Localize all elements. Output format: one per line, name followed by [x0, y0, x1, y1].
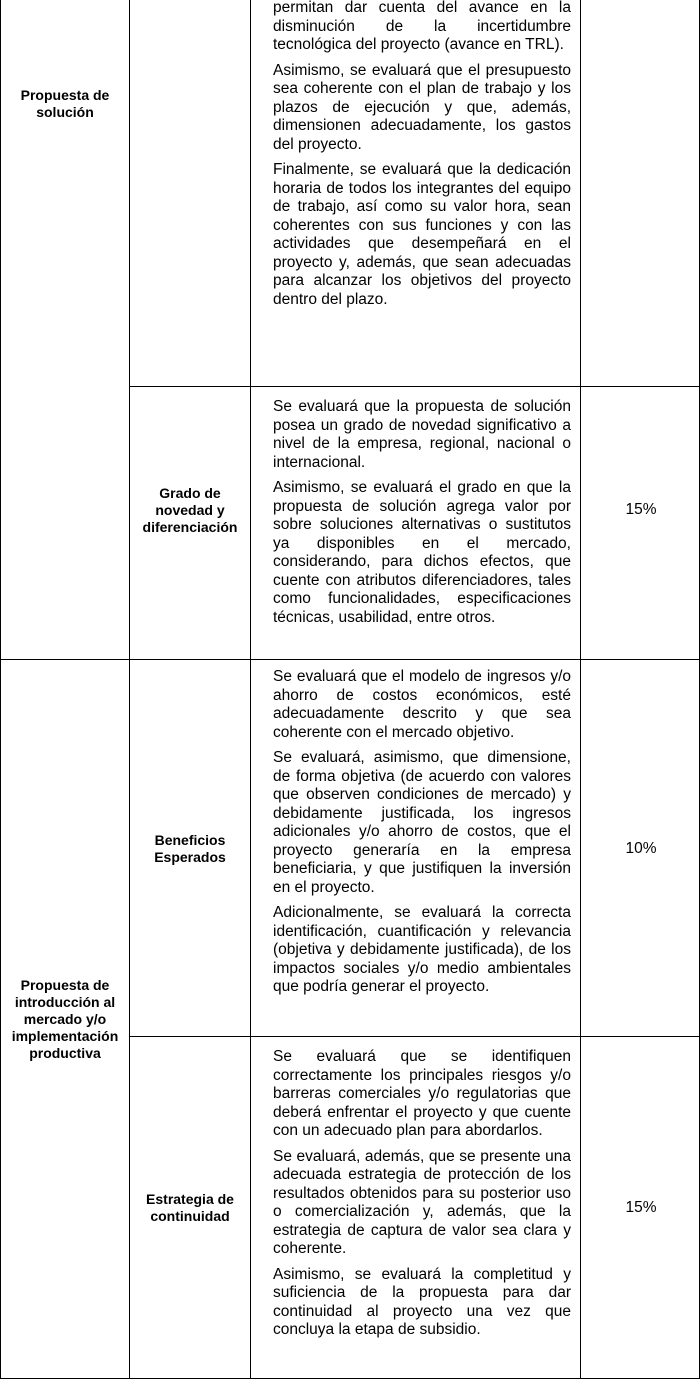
description-paragraph: Se evaluará, además, que se presente una adecuada estrategia de protección de los resultados obtenidos para su posterior uso o comercialización y, además, que la estrategia de captura de valor sea clara y coherente. [273, 1147, 571, 1257]
description-block-solucion [273, 0, 571, 316]
description-block-continuidad [273, 1048, 571, 1347]
subcriterion-beneficios-esperados: Beneficios Esperados [154, 832, 226, 865]
description-block-novedad [273, 398, 571, 634]
subcriterion-grado-novedad: Grado de novedad y diferenciación [142, 485, 238, 535]
table-divider-description [580, 0, 581, 1379]
description-paragraph: Asimismo, se evaluará el grado en que la propuesta de solución agrega valor por sobre soluciones alternativas o sustitutos ya disponibles en el mercado, considerando, para dichos efectos, que cuente con atributos diferenciadores, tales como funcionalidades, especificaciones técnicas, usabilidad, entre otros. [273, 479, 571, 626]
description-paragraph: Se evaluará que se identifiquen correctamente los principales riesgos y/o barreras comerciales y/o regulatorias que deberá enfrentar el proyecto y que cuente con un adecuado plan para abordarlos. [273, 1048, 571, 1139]
row-divider-novedad [129, 386, 700, 387]
description-paragraph: Finalmente, se evaluará que la dedicación horaria de todos los integrantes del equipo de trabajo, así como su valor hora, sean coherentes con sus funciones y con las actividades que desempeñará en el proyecto y, además, que sean adecuadas para alcanzar los objetivos del proyecto dentro del plazo. [273, 161, 571, 308]
criterion-introduccion-mercado: Propuesta de introducción al mercado y/o implementación productiva [11, 977, 119, 1061]
table-border-left [0, 0, 1, 1379]
description-paragraph: Se evaluará que la propuesta de solución posea un grado de novedad significativo a nivel de la empresa, regional, nacional o internacional. [273, 398, 571, 471]
description-paragraph: Se evaluará que el modelo de ingresos y/o ahorro de costos económicos, esté adecuadamente descrito y que sea coherente con el mercado objetivo. [273, 668, 571, 741]
description-paragraph: permitan dar cuenta del avance en la disminución de la incertidumbre tecnológica del proyecto (avance en TRL). [273, 0, 571, 53]
row-divider-section [0, 659, 700, 660]
table-divider-criterion [129, 0, 130, 1379]
table-divider-subcriterion [250, 0, 251, 1379]
weight-beneficios-esperados: 10% [625, 840, 657, 857]
description-paragraph: Adicionalmente, se evaluará la correcta identificación, cuantificación y relevancia (objetiva y debidamente justificada), de los impactos sociales y/o medio ambientales que podría generar el proyecto. [273, 904, 571, 995]
subcriterion-estrategia-continuidad: Estrategia de continuidad [146, 1191, 234, 1224]
weight-grado-novedad: 15% [625, 501, 657, 518]
description-paragraph: Se evaluará, asimismo, que dimensione, de forma objetiva (de acuerdo con valores que observen condiciones de mercado) y debidamente justificada, los ingresos adicionales y/o ahorro de costos, que el proyecto generaría en la empresa beneficiaria, y que justifiquen la inversión en el proyecto. [273, 749, 571, 896]
weight-estrategia-continuidad: 15% [625, 1199, 657, 1216]
description-block-beneficios [273, 668, 571, 1004]
description-paragraph: Asimismo, se evaluará la completitud y suficiencia de la propuesta para dar continuidad al proyecto una vez que concluya la etapa de subsidio. [273, 1265, 571, 1338]
criterion-propuesta-solucion: Propuesta de solución [20, 87, 110, 120]
description-paragraph: Asimismo, se evaluará que el presupuesto sea coherente con el plan de trabajo y los plazos de ejecución y que, además, dimensionen adecuadamente, los gastos del proyecto. [273, 61, 571, 153]
row-divider-continuidad [129, 1036, 700, 1037]
